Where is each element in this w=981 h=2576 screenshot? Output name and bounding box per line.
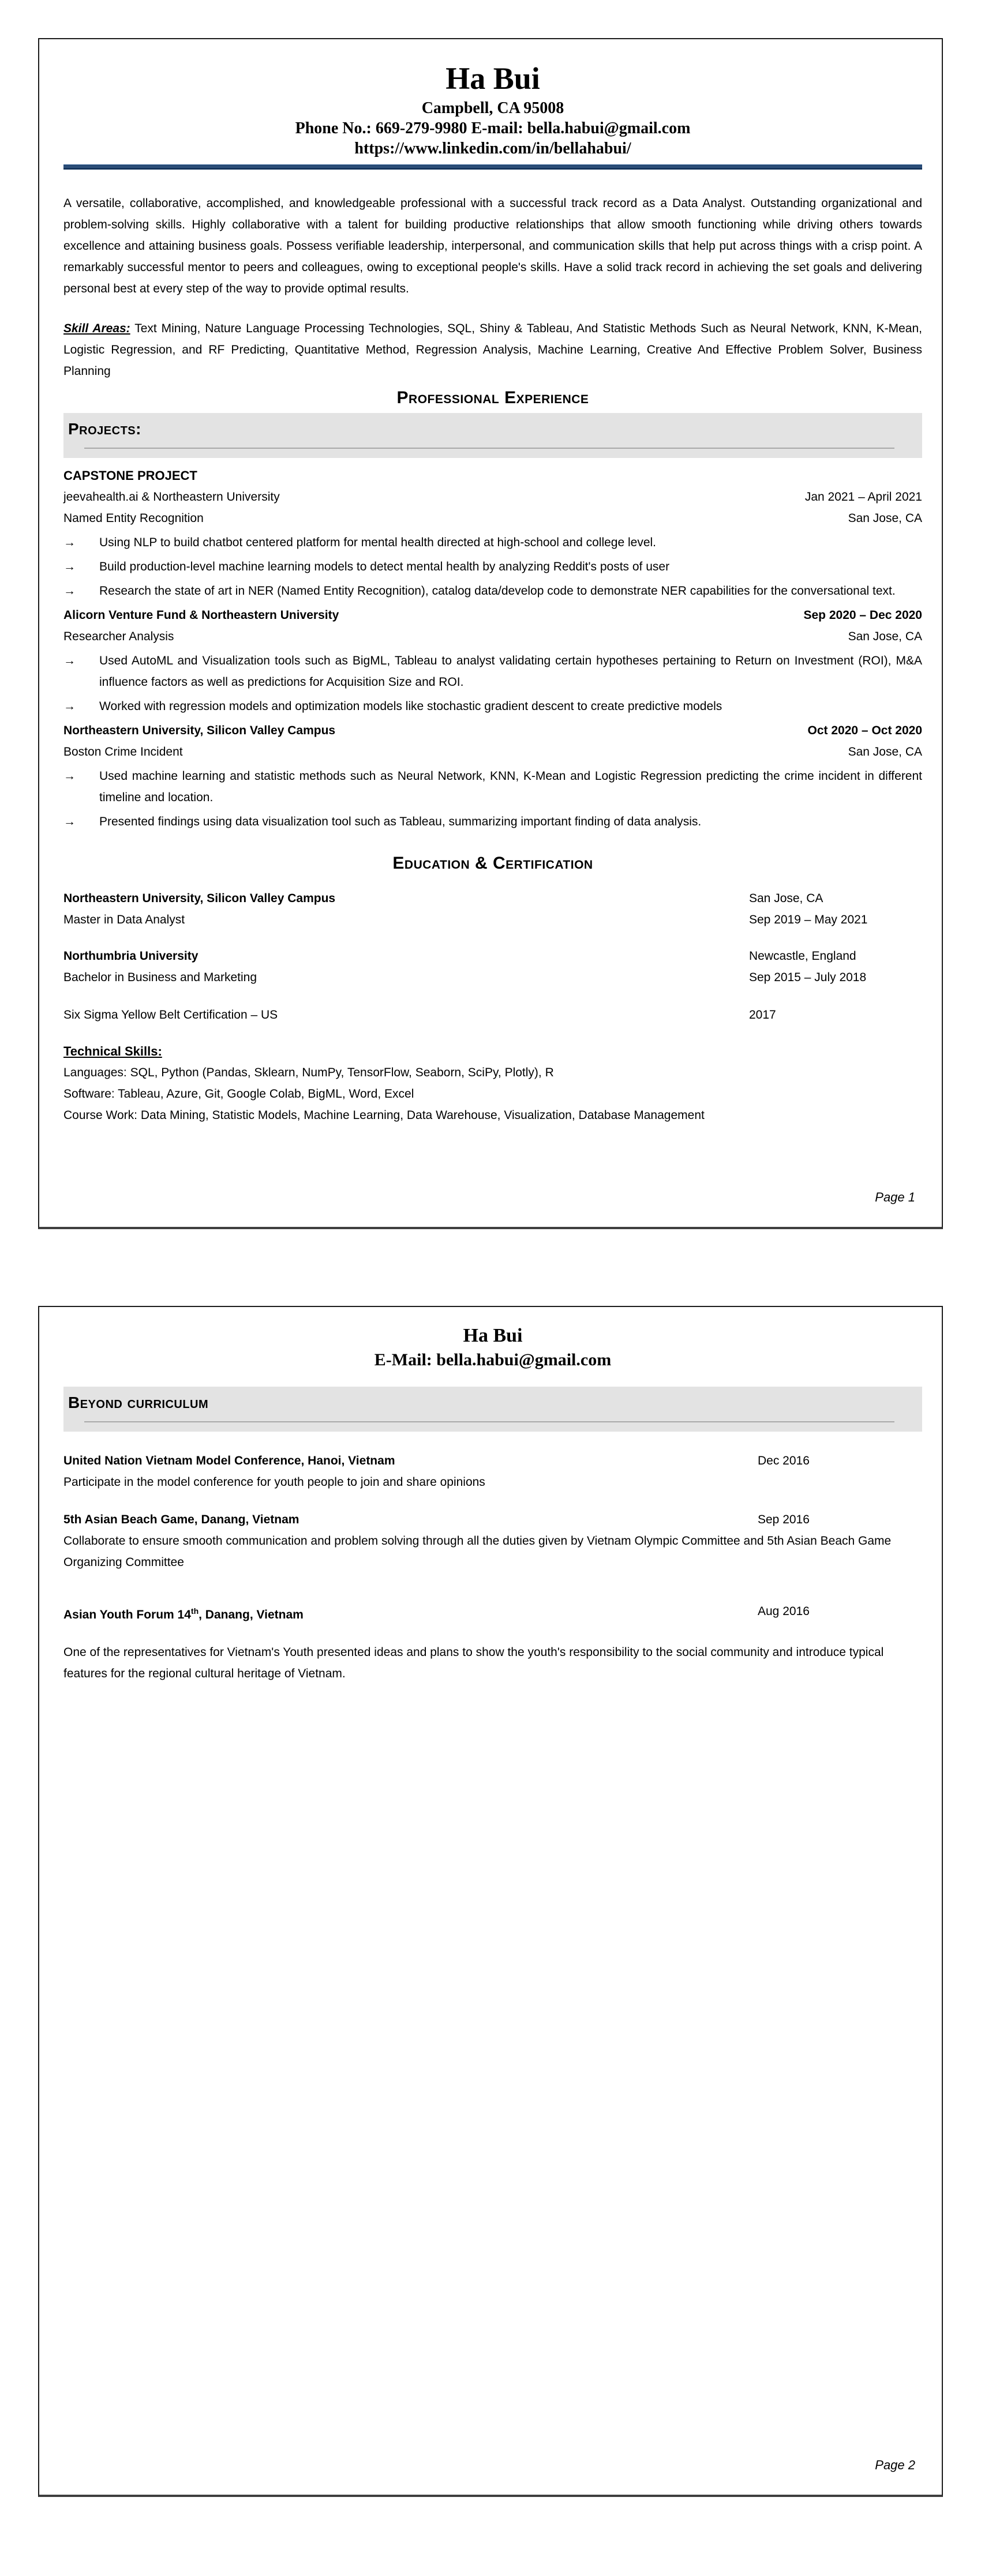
beyond-entry-title-suffix: , Danang, Vietnam	[199, 1608, 304, 1621]
arrow-bullet-icon: →	[63, 700, 76, 713]
education-location: Newcastle, England	[749, 949, 856, 963]
education-school-row	[63, 945, 922, 967]
project-bullet-text: Research the state of art in NER (Named Entity Recognition), catalog data/develop code to demonstrate NER capabilities for the conversational text.	[99, 584, 896, 598]
beyond-entry	[63, 1601, 922, 1684]
beyond-entry-desc: One of the representatives for Vietnam's Youth presented ideas and plans to show the youth's responsibility to the social community and introduce typical features for the regional cultural heritage of Vietnam.	[63, 1646, 884, 1680]
project-bullet-text: Using NLP to build chatbot centered platform for mental health directed at high-school and college level.	[99, 536, 657, 549]
skill-areas-text: Text Mining, Nature Language Processing Technologies, SQL, Shiny & Tableau, And Statistic Methods Such as Neural Network, KNN, K-Mean, Logistic Regression, and RF Predicting, Quantitative Method, Regression Analysis, Machine Learning, Creative And Effective Problem Solver, Business Planning	[63, 322, 922, 378]
projects-heading: Projects:	[68, 420, 141, 438]
technical-skills-software: Software: Tableau, Azure, Git, Google Colab, BigML, Word, Excel	[63, 1087, 414, 1101]
candidate-name: Ha Bui	[463, 1325, 523, 1346]
page-2-number: Page 2	[875, 2458, 915, 2472]
beyond-entry-title: 5th Asian Beach Game, Danang, Vietnam	[63, 1513, 299, 1526]
education-certification-heading: Education & Certification	[392, 854, 593, 873]
arrow-bullet-icon: →	[63, 654, 76, 667]
certification-name: Six Sigma Yellow Belt Certification – US	[63, 1008, 278, 1022]
page-1-number: Page 1	[875, 1190, 915, 1204]
header-divider-rule	[63, 164, 922, 170]
candidate-name: Ha Bui	[445, 61, 540, 96]
skill-areas-label: Skill Areas:	[63, 322, 130, 335]
project-bullet-text: Used AutoML and Visualization tools such as BigML, Tableau to analyst validating certain hypotheses pertaining to Return on Investment (ROI), M&A influence factors as well as predictions for Acquisition Size and ROI.	[99, 654, 922, 689]
project-location: San Jose, CA	[848, 630, 922, 643]
project-role: Named Entity Recognition	[63, 512, 204, 525]
beyond-entry-date: Dec 2016	[758, 1454, 810, 1467]
technical-skills-label: Technical Skills:	[63, 1044, 162, 1058]
candidate-address: Campbell, CA 95008	[421, 99, 564, 117]
professional-experience-heading: Professional Experience	[396, 388, 589, 407]
project-location: San Jose, CA	[848, 512, 922, 525]
education-location: San Jose, CA	[749, 892, 823, 905]
education-school: Northumbria University	[63, 949, 199, 963]
project-org: jeevahealth.ai & Northeastern University	[63, 490, 280, 504]
education-entry	[63, 888, 922, 930]
beyond-entry-date: Aug 2016	[758, 1605, 810, 1618]
project-org-row	[63, 486, 922, 508]
education-school: Northeastern University, Silicon Valley Campus	[63, 892, 336, 905]
project-bullet-text: Used machine learning and statistic methods such as Neural Network, KNN, K-Mean and Logistic Regression predicting the crime incident in different timeline and location.	[99, 769, 922, 804]
summary-paragraph: A versatile, collaborative, accomplished, and knowledgeable professional with a successful track record as a Data Analyst. Outstanding organizational and problem-solving skills. Highly collaborative with a talent for building productive relationships that allow smooth functioning while driving others towards excellence and attaining business goals. Possess verifiable leadership, interpersonal, and communication skills that help put across things with a crisp point. A remarkably successful mentor to peers and colleagues, owing to exceptional people's skills. Have a solid track record in achieving the set goals and delivering personal best at every step of the way to provide optimal results.	[63, 197, 922, 295]
education-entry	[63, 945, 922, 988]
project-org-row	[63, 720, 922, 741]
project-date: Sep 2020 – Dec 2020	[803, 609, 922, 622]
page2-header	[63, 1307, 922, 1372]
arrow-bullet-icon: →	[63, 560, 76, 573]
education-date: Sep 2015 – July 2018	[749, 971, 867, 984]
project-role: Boston Crime Incident	[63, 745, 183, 758]
technical-skills-coursework: Course Work: Data Mining, Statistic Models, Machine Learning, Data Warehouse, Visualization, Database Management	[63, 1109, 705, 1122]
projects-heading-underline	[84, 448, 894, 449]
beyond-curriculum-heading: Beyond curriculum	[68, 1394, 209, 1411]
project-location: San Jose, CA	[848, 745, 922, 758]
arrow-bullet-icon: →	[63, 769, 76, 783]
project-bullet	[63, 556, 922, 577]
project-date: Oct 2020 – Oct 2020	[807, 724, 922, 737]
education-degree: Master in Data Analyst	[63, 913, 185, 926]
resume-page-1	[38, 38, 943, 1229]
project-bullet	[63, 650, 922, 693]
resume-page-2	[38, 1306, 943, 2497]
beyond-entry	[63, 1509, 922, 1573]
certification-date: 2017	[749, 1008, 776, 1022]
beyond-entry-title-row	[63, 1509, 922, 1530]
page1-header	[63, 39, 922, 159]
certification-row	[63, 1004, 922, 1026]
beyond-entry-desc: Participate in the model conference for youth people to join and share opinions	[63, 1475, 485, 1489]
projects-shaded-bar	[63, 413, 922, 458]
project-bullet	[63, 696, 922, 717]
beyond-entry-title-superscript: th	[190, 1606, 199, 1616]
project-bullet	[63, 765, 922, 808]
project-role: Researcher Analysis	[63, 630, 174, 643]
project-bullet-text: Worked with regression models and optimization models like stochastic gradient descent to create predictive models	[99, 700, 722, 713]
beyond-entry-title-prefix: Asian Youth Forum 14	[63, 1608, 191, 1621]
beyond-entry-title-row	[63, 1601, 922, 1625]
technical-skills-languages: Languages: SQL, Python (Pandas, Sklearn, NumPy, TensorFlow, Seaborn, SciPy, Plotly), R	[63, 1066, 554, 1079]
project-org: Northeastern University, Silicon Valley Campus	[63, 724, 336, 737]
capstone-project-title: CAPSTONE PROJECT	[63, 468, 197, 483]
project-org: Alicorn Venture Fund & Northeastern University	[63, 609, 339, 622]
beyond-entry-title: United Nation Vietnam Model Conference, Hanoi, Vietnam	[63, 1454, 395, 1467]
beyond-entry-title	[63, 1601, 758, 1625]
project-bullet-text: Presented findings using data visualization tool such as Tableau, summarizing important finding of data analysis.	[99, 815, 702, 828]
candidate-phone-email: Phone No.: 669-279-9980 E-mail: bella.habui@gmail.com	[295, 119, 691, 137]
project-bullet	[63, 580, 922, 602]
project-bullet	[63, 532, 922, 553]
beyond-curriculum-heading-underline	[84, 1421, 894, 1422]
candidate-linkedin-url: https://www.linkedin.com/in/bellahabui/	[354, 140, 631, 157]
project-role-row	[63, 508, 922, 529]
beyond-entry-desc: Collaborate to ensure smooth communication and problem solving through all the duties given by Vietnam Olympic Committee and 5th Asian Beach Game Organizing Committee	[63, 1534, 892, 1569]
project-bullet-text: Build production-level machine learning models to detect mental health by analyzing Reddit's posts of user	[99, 560, 670, 573]
education-degree: Bachelor in Business and Marketing	[63, 971, 257, 984]
education-date: Sep 2019 – May 2021	[749, 913, 868, 926]
project-role-row	[63, 741, 922, 763]
education-school-row	[63, 888, 922, 909]
project-role-row	[63, 626, 922, 647]
education-degree-row	[63, 909, 922, 930]
beyond-entry-title-row	[63, 1450, 922, 1471]
beyond-curriculum-shaded-bar	[63, 1387, 922, 1432]
education-degree-row	[63, 967, 922, 988]
beyond-entry-date: Sep 2016	[758, 1513, 810, 1526]
skill-areas-paragraph	[63, 318, 922, 382]
beyond-entry	[63, 1450, 922, 1493]
arrow-bullet-icon: →	[63, 584, 76, 598]
candidate-email: E-Mail: bella.habui@gmail.com	[374, 1350, 612, 1369]
arrow-bullet-icon: →	[63, 815, 76, 828]
project-bullet	[63, 811, 922, 832]
project-date: Jan 2021 – April 2021	[804, 490, 922, 504]
project-org-row	[63, 604, 922, 626]
arrow-bullet-icon: →	[63, 536, 76, 549]
